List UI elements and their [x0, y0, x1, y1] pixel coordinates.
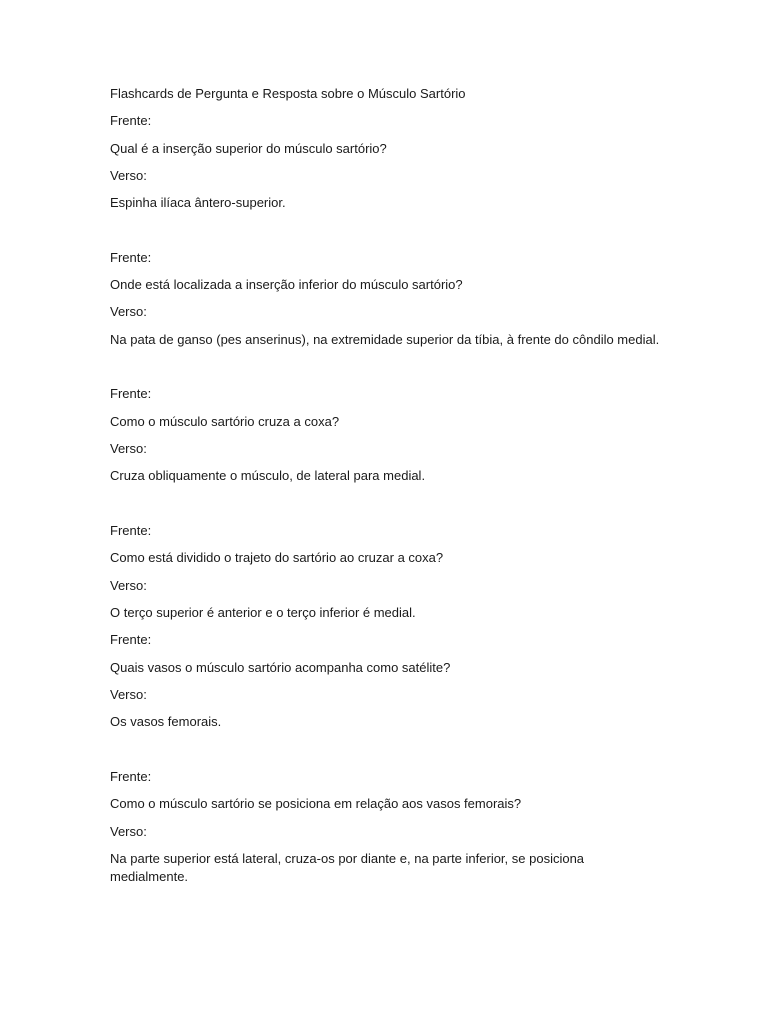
card-3-question: Como o músculo sartório cruza a coxa? [110, 414, 340, 429]
card-4-question: Como está dividido o trajeto do sartório ao cruzar a coxa? [110, 550, 444, 565]
card-6-back-label: Verso: [110, 824, 147, 839]
card-5-question: Quais vasos o músculo sartório acompanha como satélite? [110, 660, 451, 675]
card-6-question: Como o músculo sartório se posiciona em relação aos vasos femorais? [110, 796, 522, 811]
card-4-answer: O terço superior é anterior e o terço inferior é medial. [110, 605, 416, 620]
card-1-answer: Espinha ilíaca ântero-superior. [110, 195, 286, 210]
card-5-back-label: Verso: [110, 687, 147, 702]
card-6-answer: Na parte superior está lateral, cruza-os por diante e, na parte inferior, se posiciona medialmente. [110, 851, 585, 884]
card-5-front-label: Frente: [110, 632, 152, 647]
card-4-back-label: Verso: [110, 578, 147, 593]
card-5-answer: Os vasos femorais. [110, 714, 222, 729]
card-4-front-label: Frente: [110, 523, 152, 538]
card-2-front-label: Frente: [110, 250, 152, 265]
card-2-back-label: Verso: [110, 304, 147, 319]
card-3-back-label: Verso: [110, 441, 147, 456]
card-3-front-label: Frente: [110, 386, 152, 401]
card-2-answer: Na pata de ganso (pes anserinus), na extremidade superior da tíbia, à frente do côndilo medial. [110, 332, 660, 347]
card-6-front-label: Frente: [110, 769, 152, 784]
card-2-question: Onde está localizada a inserção inferior do músculo sartório? [110, 277, 463, 292]
card-1-question: Qual é a inserção superior do músculo sartório? [110, 141, 387, 156]
card-1-back-label: Verso: [110, 168, 147, 183]
card-1-front-label: Frente: [110, 113, 152, 128]
card-3-answer: Cruza obliquamente o músculo, de lateral para medial. [110, 468, 426, 483]
document-title: Flashcards de Pergunta e Resposta sobre o Músculo Sartório [110, 86, 466, 101]
